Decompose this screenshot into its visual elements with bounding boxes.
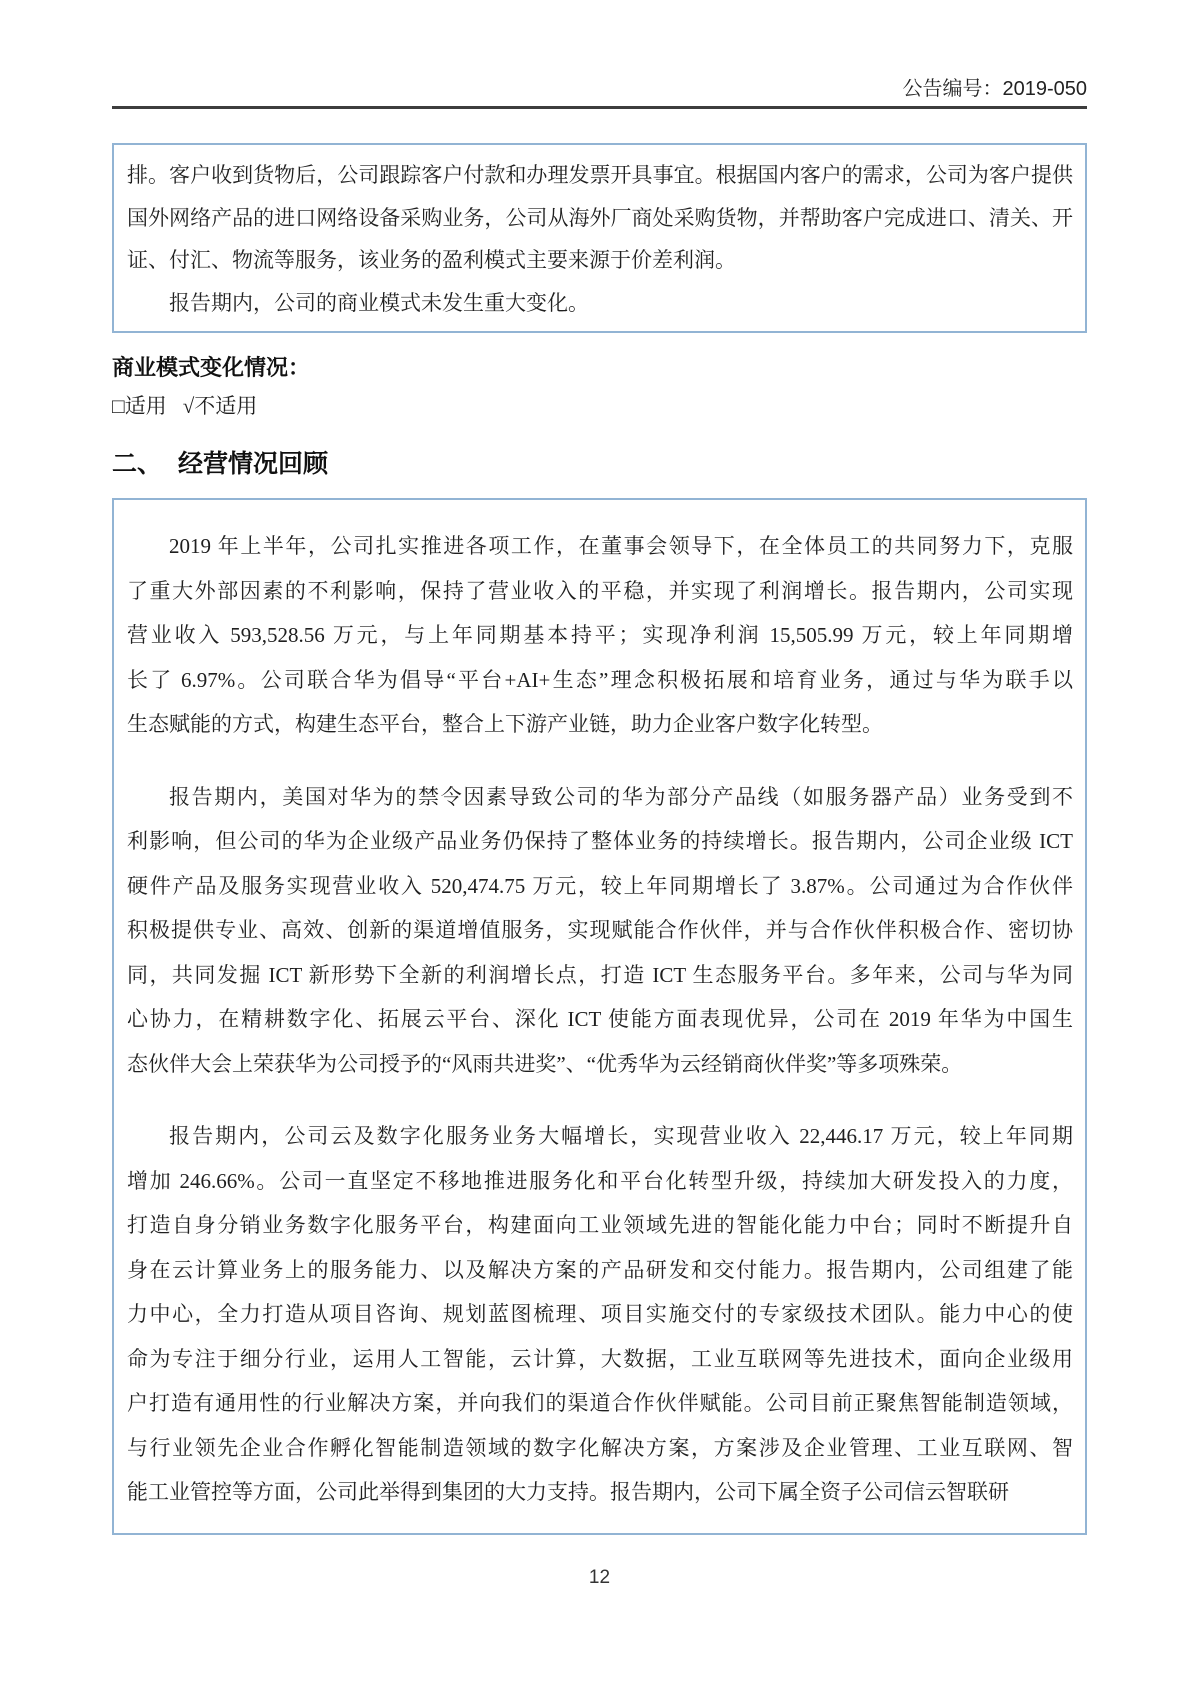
checkbox-empty-icon: □ — [112, 394, 125, 418]
text-line: 利影响，但公司的华为企业级产品业务仍保持了整体业务的持续增长。报告期内，公司企业级 ICT — [127, 829, 1073, 853]
text-line: 硬件产品及服务实现营业收入 520,474.75 万元，较上年同期增长了 3.87%。公司通过为合作伙伴 — [127, 873, 1073, 898]
text-line: 报告期内，美国对华为的禁令因素导致公司的华为部分产品线（如服务器产品）业务受到不 — [169, 784, 1073, 809]
text-line: 生态赋能的方式，构建生态平台，整合上下游产业链，助力企业客户数字化转型。 — [127, 712, 883, 736]
text-line: 与行业领先企业合作孵化智能制造领域的数字化解决方案，方案涉及企业管理、工业互联网、智 — [127, 1435, 1073, 1460]
text-line: 心协力，在精耕数字化、拓展云平台、深化 ICT 使能方面表现优异，公司在 2019 年华为中国生 — [127, 1007, 1073, 1031]
text-line: 身在云计算业务上的服务能力、以及解决方案的产品研发和交付能力。报告期内，公司组建了能 — [127, 1257, 1073, 1282]
text-line: 能工业管控等方面，公司此举得到集团的大力支持。报告期内，公司下属全资子公司信云智联研 — [127, 1480, 1009, 1504]
text-line: 证、付汇、物流等服务，该业务的盈利模式主要来源于价差利润。 — [127, 248, 736, 272]
text-line: 营业收入 593,528.56 万元，与上年同期基本持平；实现净利润 15,505.99 万元，较上年同期增 — [127, 623, 1073, 647]
business-model-box — [112, 143, 1087, 333]
announcement-number: 公告编号：2019-050 — [902, 78, 1087, 100]
option-applicable-label: 适用 — [124, 394, 167, 418]
paragraph — [127, 775, 1073, 1087]
text-line: 2019 年上半年，公司扎实推进各项工作，在董事会领导下，在全体员工的共同努力下，克服 — [169, 534, 1073, 558]
text-line: 报告期内，公司云及数字化服务业务大幅增长，实现营业收入 22,446.17 万元，较上年同期 — [169, 1124, 1073, 1148]
text-line: 态伙伴大会上荣获华为公司授予的“风雨共进奖”、“优秀华为云经销商伙伴奖”等多项殊荣。 — [127, 1051, 963, 1076]
header-rule — [112, 106, 1087, 109]
text-line: 国外网络产品的进口网络设备采购业务，公司从海外厂商处采购货物，并帮助客户完成进口、清关、开 — [127, 205, 1073, 230]
option-not-applicable — [183, 394, 258, 418]
applicability-options — [112, 390, 1087, 420]
page-footer — [112, 1567, 1087, 1589]
text-line: 打造自身分销业务数字化服务平台，构建面向工业领域先进的智能化能力中台；同时不断提升自 — [127, 1213, 1073, 1237]
paragraph — [127, 524, 1073, 747]
business-model-change-title: 商业模式变化情况： — [112, 355, 311, 380]
section-heading-operations-review — [112, 444, 1087, 480]
text-line: 命为专注于细分行业，运用人工智能，云计算，大数据，工业互联网等先进技术，面向企业级用 — [127, 1346, 1073, 1371]
section-title: 经营情况回顾 — [178, 450, 329, 478]
text-line: 力中心，全力打造从项目咨询、规划蓝图梳理、项目实施交付的专家级技术团队。能力中心的使 — [127, 1302, 1073, 1326]
option-not-applicable-label: 不适用 — [194, 394, 258, 418]
text-line: 排。客户收到货物后，公司跟踪客户付款和办理发票开具事宜。根据国内客户的需求，公司为客户提供 — [127, 163, 1073, 187]
section-number: 二、 — [112, 450, 163, 478]
text-line: 同，共同发掘 ICT 新形势下全新的利润增长点，打造 ICT 生态服务平台。多年来，公司与华为同 — [127, 962, 1073, 987]
text-line: 积极提供专业、高效、创新的渠道增值服务，实现赋能合作伙伴，并与合作伙伴积极合作、密切协 — [127, 918, 1073, 942]
checkmark-icon: √ — [182, 394, 195, 418]
text-line: 报告期内，公司的商业模式未发生重大变化。 — [169, 290, 589, 315]
page-header — [112, 0, 1087, 101]
option-applicable — [112, 394, 167, 418]
paragraph — [127, 1114, 1073, 1515]
page-content — [112, 0, 1087, 1589]
page-number: 12 — [588, 1566, 611, 1588]
text-line: 增加 246.66%。公司一直坚定不移地推进服务化和平台化转型升级，持续加大研发投入的力度， — [127, 1168, 1073, 1193]
operations-review-box — [112, 498, 1087, 1535]
text-line: 户打造有通用性的行业解决方案，并向我们的渠道合作伙伴赋能。公司目前正聚焦智能制造领域， — [127, 1391, 1073, 1415]
text-line: 长了 6.97%。公司联合华为倡导“平台+AI+生态”理念积极拓展和培育业务，通过与华为联手以 — [127, 667, 1073, 692]
text-line: 了重大外部因素的不利影响，保持了营业收入的平稳，并实现了利润增长。报告期内，公司实现 — [127, 578, 1073, 603]
